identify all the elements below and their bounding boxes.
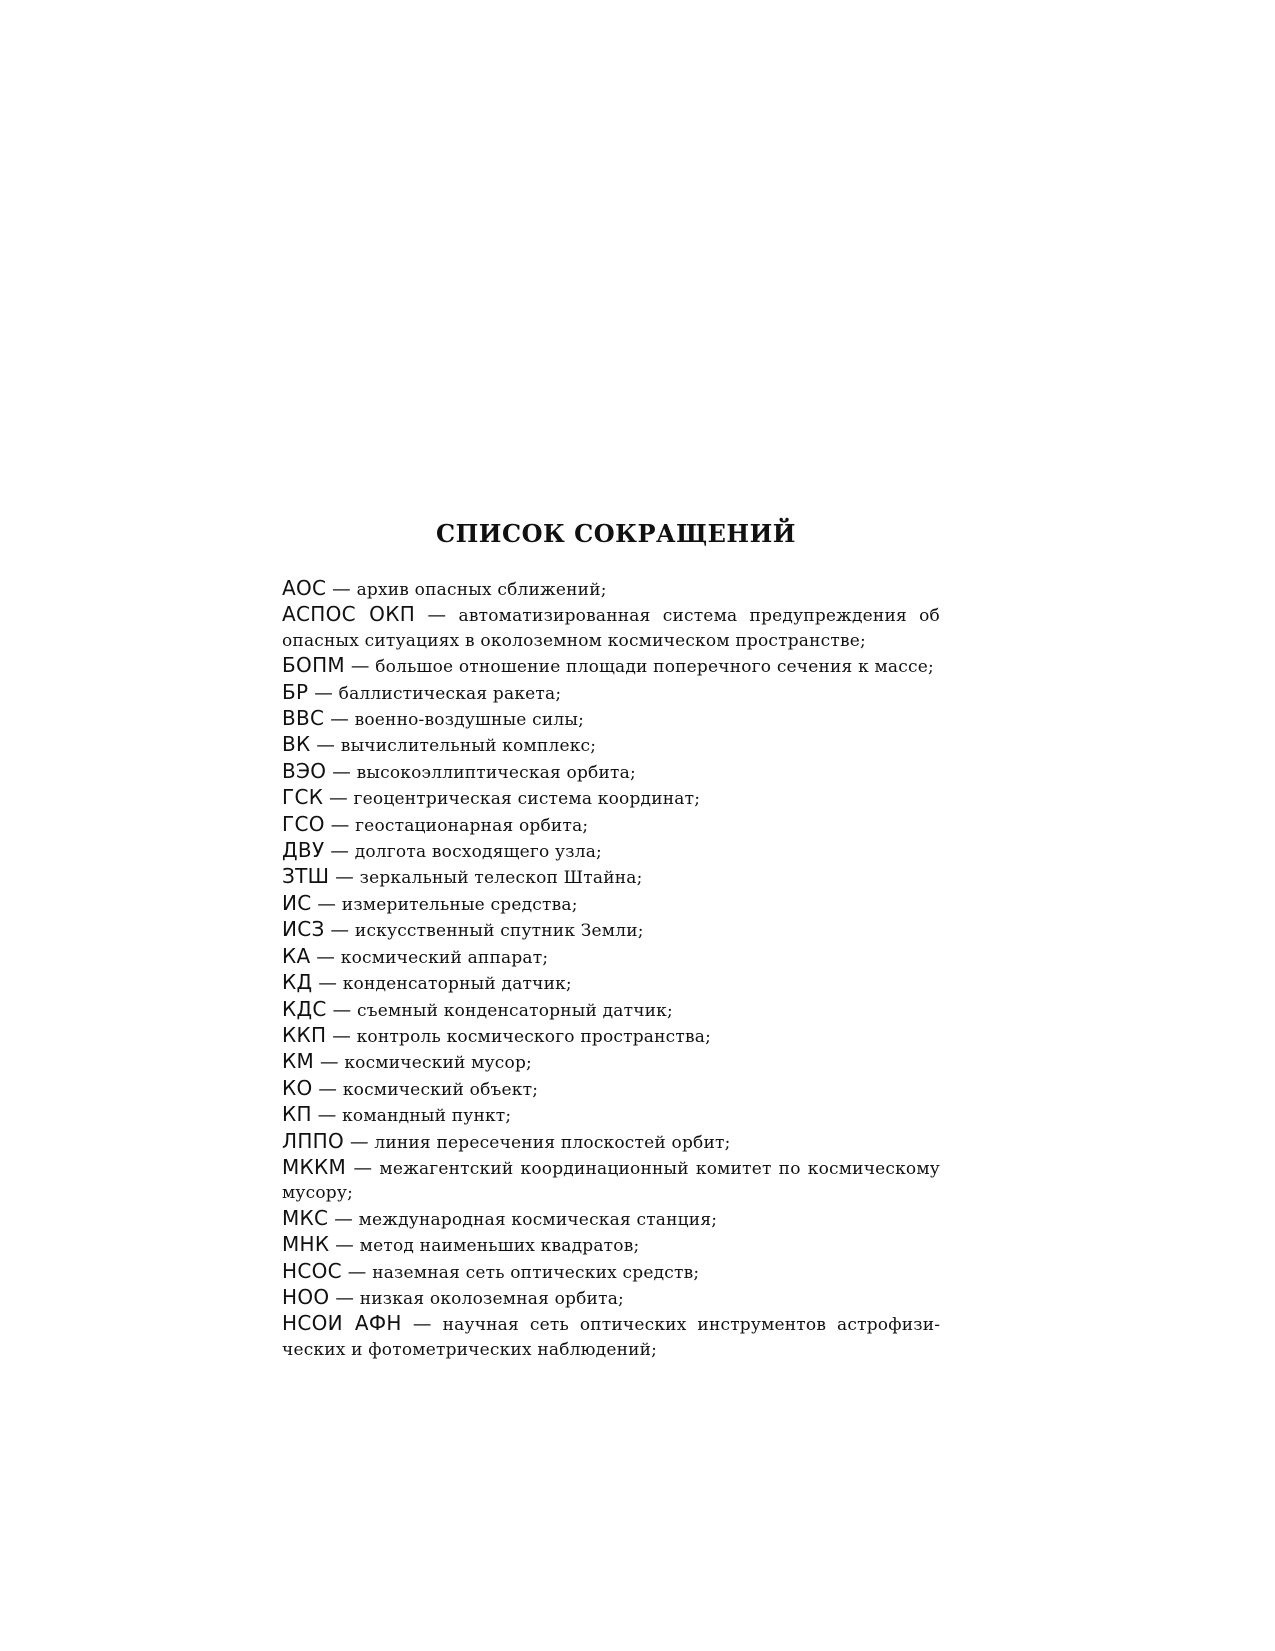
- list-item: ИСЗ — искусственный спутник Земли;: [282, 917, 644, 942]
- abbreviation-definition: наземная сеть оптических средств;: [372, 1262, 700, 1283]
- list-item: КА — космический аппарат;: [282, 943, 549, 968]
- abbreviation-definition: космический мусор;: [344, 1053, 532, 1074]
- abbreviation-term: ВК: [282, 732, 311, 757]
- list-item: КД — конденсаторный датчик;: [282, 970, 572, 995]
- abbreviation-definition: искусственный спутник Земли;: [354, 921, 644, 942]
- abbreviation-term: КП: [282, 1102, 312, 1127]
- abbreviation-term: КДС: [282, 996, 327, 1021]
- abbreviation-term: АОС: [282, 576, 327, 600]
- abbreviation-term: ИСЗ: [282, 917, 325, 942]
- abbreviation-definition: метод наименьших квадратов;: [359, 1236, 640, 1257]
- list-item: БОПМ — большое отношение площади поперечного сечения к массе;: [282, 653, 934, 678]
- list-item: МКС — международная космическая станция;: [282, 1205, 718, 1230]
- list-item: ГСК — геоцентрическая система координат;: [282, 785, 701, 810]
- abbreviation-definition: съемный конденсаторный датчик;: [356, 1000, 673, 1021]
- page-title: СПИСОК СОКРАЩЕНИЙ: [436, 519, 796, 548]
- list-item: ЛППО — линия пересечения плоскостей орбит;: [282, 1128, 731, 1153]
- list-item: КО — космический объект;: [282, 1075, 539, 1100]
- abbreviation-term: ККП: [282, 1022, 327, 1047]
- abbreviation-term: ВВС: [282, 706, 325, 731]
- abbreviation-term: МКС: [282, 1205, 329, 1230]
- list-item: НСОС — наземная сеть оптических средств;: [282, 1258, 700, 1283]
- list-item: ДВУ — долгота восходящего узла;: [282, 838, 602, 863]
- abbreviation-definition: большое отношение площади поперечного сечения к массе;: [375, 657, 934, 678]
- abbreviation-definition: международная космическая станция;: [358, 1209, 718, 1230]
- abbreviation-definition: космический аппарат;: [340, 947, 549, 968]
- list-item: ЗТШ — зеркальный телескоп Штайна;: [282, 864, 643, 889]
- abbreviation-term: НСОС: [282, 1258, 342, 1283]
- list-item: ИС — измерительные средства;: [282, 890, 578, 915]
- abbreviation-term: КД: [282, 970, 313, 995]
- abbreviation-definition: архив опасных сближений;: [356, 580, 607, 600]
- list-item: МНК — метод наименьших квадратов;: [282, 1232, 640, 1257]
- list-item: АСПОС ОКП — автоматизированная система предупреждения об опасных ситуациях в околоземном космическом пространстве;: [282, 602, 940, 651]
- abbreviation-definition: линия пересечения плоскостей орбит;: [374, 1132, 731, 1153]
- abbreviation-definition: высокоэллиптическая орбита;: [356, 762, 636, 783]
- abbreviation-term: ЗТШ: [282, 864, 330, 889]
- list-item: НОО — низкая околоземная орбита;: [282, 1284, 624, 1309]
- abbreviation-term: МККМ: [282, 1154, 347, 1179]
- abbreviation-definition: командный пункт;: [342, 1106, 512, 1127]
- abbreviation-definition: измерительные средства;: [341, 894, 578, 915]
- list-item: КДС — съемный конденсаторный датчик;: [282, 996, 673, 1021]
- abbreviation-term: ДВУ: [282, 838, 325, 863]
- abbreviation-term: НСОИ АФН: [282, 1311, 402, 1336]
- abbreviation-definition: геоцентрическая система координат;: [353, 789, 701, 810]
- list-item: ГСО — геостационарная орбита;: [282, 811, 589, 836]
- list-item: БР — баллистическая ракета;: [282, 679, 562, 704]
- abbreviation-definition: вычислительный комплекс;: [340, 736, 597, 757]
- abbreviation-definition: военно-воздушные силы;: [354, 710, 585, 731]
- list-item: ККП — контроль космического пространства;: [282, 1022, 712, 1047]
- list-item: НСОИ АФН — научная сеть оптических инструментов астрофизических и фотометрических наблюдений;: [282, 1311, 941, 1360]
- abbreviation-definition: конденсаторный датчик;: [342, 974, 572, 995]
- abbreviation-term: КА: [282, 943, 311, 968]
- abbreviation-term: БОПМ: [282, 653, 345, 678]
- abbreviation-definition: зеркальный телескоп Штайна;: [359, 868, 643, 889]
- list-item: КМ — космический мусор;: [282, 1049, 532, 1074]
- abbreviation-term: АСПОС ОКП: [282, 602, 416, 627]
- abbreviation-term: БР: [282, 679, 309, 704]
- list-item: МККМ — межагентский координационный комитет по космическому мусору;: [282, 1154, 940, 1204]
- list-item: АОС — архив опасных сближений;: [282, 576, 607, 600]
- abbreviation-term: ВЭО: [282, 758, 327, 783]
- list-item: ВК — вычислительный комплекс;: [282, 732, 597, 757]
- abbreviation-definition: геостационарная орбита;: [355, 815, 589, 836]
- abbreviation-term: ЛППО: [282, 1128, 345, 1153]
- abbreviation-term: КО: [282, 1075, 313, 1100]
- abbreviation-term: МНК: [282, 1232, 330, 1257]
- abbreviation-term: ИС: [282, 890, 312, 915]
- abbreviation-definition: автоматизированная система предупреждения об опасных ситуациях в околоземном космическом пространстве;: [282, 606, 940, 651]
- abbreviation-term: КМ: [282, 1049, 315, 1074]
- abbreviation-definition: космический объект;: [342, 1079, 539, 1100]
- list-item: ВЭО — высокоэллиптическая орбита;: [282, 758, 636, 783]
- abbreviation-definition: долгота восходящего узла;: [354, 842, 602, 863]
- abbreviation-definition: межагентский координационный комитет по космическому мусору;: [282, 1158, 940, 1204]
- abbreviation-definition: низкая околоземная орбита;: [359, 1288, 624, 1309]
- abbreviation-definition: контроль космического пространства;: [356, 1026, 712, 1047]
- list-item: КП — командный пункт;: [282, 1102, 512, 1127]
- abbreviation-definition: баллистическая ракета;: [338, 683, 562, 704]
- abbreviation-term: ГСК: [282, 785, 324, 810]
- abbreviation-definition: научная сеть оптических инструментов астрофизических и фотометрических наблюдений;: [282, 1315, 941, 1360]
- abbreviation-list: [282, 576, 940, 1362]
- list-item: ВВС — военно-воздушные силы;: [282, 706, 585, 731]
- abbreviation-term: ГСО: [282, 811, 325, 836]
- abbreviation-term: НОО: [282, 1284, 330, 1309]
